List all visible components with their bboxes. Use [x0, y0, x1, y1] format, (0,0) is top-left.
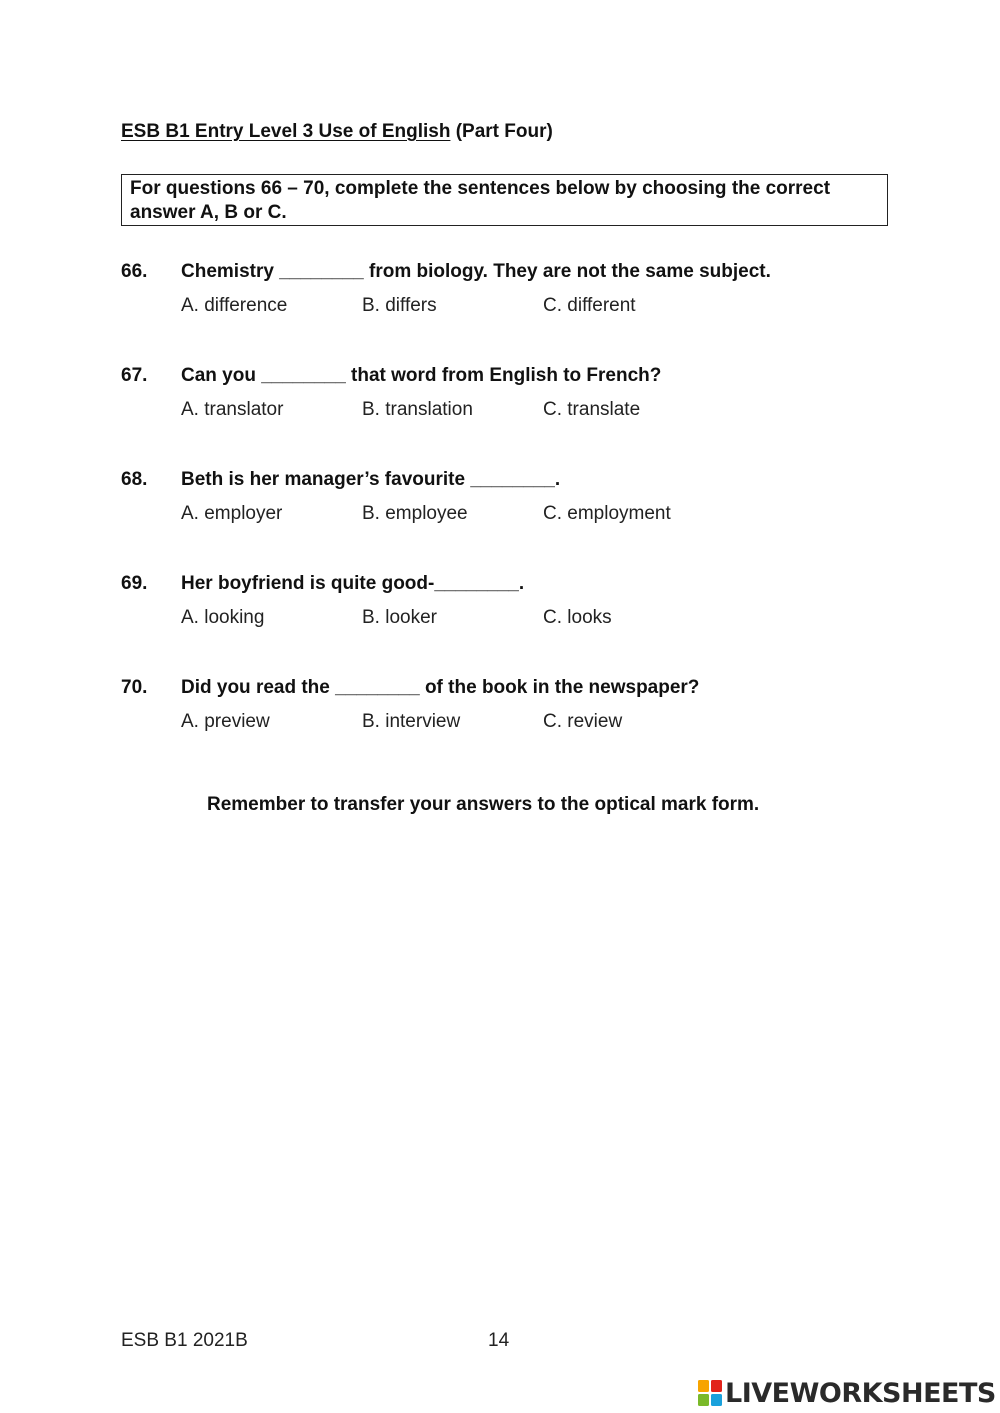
option-b[interactable]: B. employee	[362, 503, 468, 524]
option-b[interactable]: B. translation	[362, 399, 473, 420]
option-c[interactable]: C. employment	[543, 503, 671, 524]
question-number: 67.	[121, 365, 148, 386]
question-number: 69.	[121, 573, 148, 594]
question-text: Can you ________ that word from English to French?	[181, 365, 662, 386]
question-69	[121, 573, 881, 643]
logo-tile-blue	[711, 1394, 722, 1406]
option-c[interactable]: C. looks	[543, 607, 612, 628]
liveworksheets-brand[interactable]	[698, 1376, 996, 1410]
page-title-suffix: (Part Four)	[455, 121, 553, 142]
option-c[interactable]: C. review	[543, 711, 623, 732]
liveworksheets-logo-icon	[698, 1380, 722, 1406]
question-70	[121, 677, 881, 747]
question-67	[121, 365, 881, 435]
option-b[interactable]: B. looker	[362, 607, 437, 628]
reminder-text: Remember to transfer your answers to the optical mark form.	[207, 794, 760, 815]
option-a[interactable]: A. preview	[181, 711, 270, 732]
option-c[interactable]: C. different	[543, 295, 636, 316]
brand-name: LIVEWORKSHEETS	[725, 1377, 996, 1409]
page-title	[121, 121, 553, 143]
question-text: Chemistry ________ from biology. They are not the same subject.	[181, 261, 771, 282]
option-a[interactable]: A. difference	[181, 295, 288, 316]
question-text: Her boyfriend is quite good-________.	[181, 573, 525, 594]
option-a[interactable]: A. employer	[181, 503, 283, 524]
page-number: 14	[488, 1330, 510, 1351]
question-number: 66.	[121, 261, 148, 282]
logo-tile-orange	[698, 1380, 709, 1392]
footer-code: ESB B1 2021B	[121, 1330, 248, 1351]
question-66	[121, 261, 881, 331]
instructions-text: For questions 66 – 70, complete the sentences below by choosing the correct answer A, B or C.	[130, 178, 831, 223]
page-title-main: ESB B1 Entry Level 3 Use of English	[121, 121, 451, 142]
logo-tile-red	[711, 1380, 722, 1392]
question-text: Beth is her manager’s favourite ________.	[181, 469, 561, 490]
question-number: 70.	[121, 677, 148, 698]
option-c[interactable]: C. translate	[543, 399, 641, 420]
question-number: 68.	[121, 469, 148, 490]
logo-tile-green	[698, 1394, 709, 1406]
option-b[interactable]: B. differs	[362, 295, 437, 316]
option-a[interactable]: A. looking	[181, 607, 265, 628]
instructions-box	[121, 174, 888, 226]
option-b[interactable]: B. interview	[362, 711, 461, 732]
question-text: Did you read the ________ of the book in the newspaper?	[181, 677, 700, 698]
question-68	[121, 469, 881, 539]
option-a[interactable]: A. translator	[181, 399, 284, 420]
